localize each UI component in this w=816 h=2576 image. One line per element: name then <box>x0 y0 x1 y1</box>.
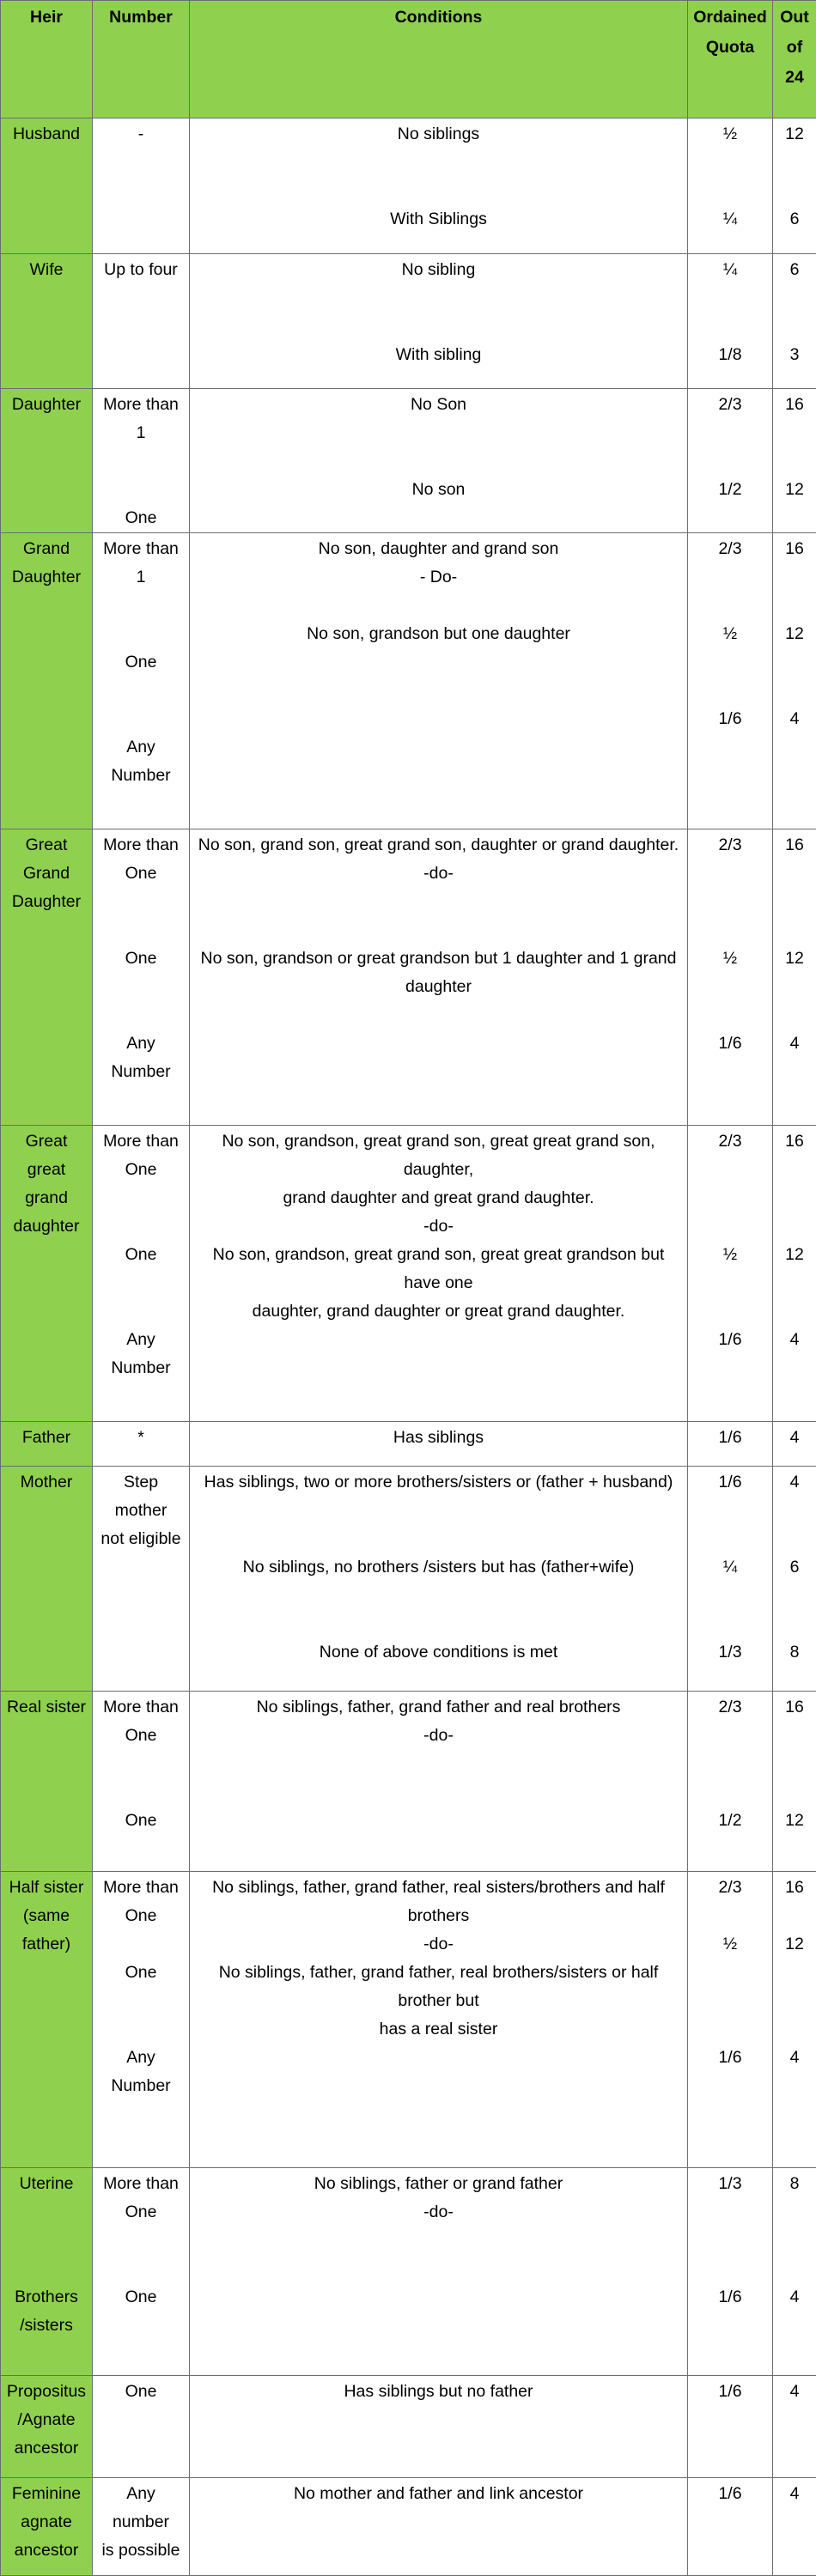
quota-cell: 1/3 1/6 <box>688 2168 773 2376</box>
heir-cell: Grand Daughter <box>1 533 93 829</box>
conditions-cell: No siblings, father, grand father and real brothers -do- <box>190 1692 688 1872</box>
number-cell: More than One One <box>93 2168 190 2376</box>
row-father <box>1 1422 816 1467</box>
out-of-cell: 4 6 8 <box>773 1467 816 1692</box>
out-of-cell: 6 3 <box>773 254 816 389</box>
header-conditions: Conditions <box>190 1 688 118</box>
out-of-cell: 4 <box>773 2478 816 2576</box>
heir-cell: Mother <box>1 1467 93 1692</box>
heir-cell: Propositus /Agnate ancestor <box>1 2376 93 2478</box>
out-of-cell: 16 12 4 <box>773 1126 816 1422</box>
quota-cell: 2/3 1/2 <box>688 389 773 533</box>
heir-cell: Husband <box>1 118 93 254</box>
out-of-cell: 4 <box>773 2376 816 2478</box>
conditions-cell: No siblings, father, grand father, real sisters/brothers and half brothers -do- No siblings, father, grand father, real brothers/sisters or half brother but has a real sister <box>190 1872 688 2168</box>
heir-cell: Feminine agnate ancestor <box>1 2478 93 2576</box>
header-quota: Ordained Quota <box>688 1 773 118</box>
out-of-cell: 16 12 4 <box>773 1872 816 2168</box>
row-grand-daughter <box>1 533 816 829</box>
row-great-grand-daughter <box>1 829 816 1126</box>
number-cell: More than 1 One <box>93 389 190 533</box>
out-of-cell: 12 6 <box>773 118 816 254</box>
number-cell: One <box>93 2376 190 2478</box>
heir-cell: Daughter <box>1 389 93 533</box>
heir-cell: Real sister <box>1 1692 93 1872</box>
conditions-cell: No son, grand son, great grand son, daughter or grand daughter. -do- No son, grandson or great grandson but 1 daughter and 1 grand daughter <box>190 829 688 1126</box>
out-of-cell: 8 4 <box>773 2168 816 2376</box>
header-row <box>1 1 816 118</box>
heir-cell: Uterine Brothers /sisters <box>1 2168 93 2376</box>
number-cell: More than 1 One Any Number <box>93 533 190 829</box>
row-mother <box>1 1467 816 1692</box>
out-of-cell: 4 <box>773 1422 816 1467</box>
number-cell: More than One One Any Number <box>93 829 190 1126</box>
row-wife <box>1 254 816 389</box>
number-cell: More than One One Any Number <box>93 1126 190 1422</box>
heir-cell: Great Grand Daughter <box>1 829 93 1126</box>
row-great-great-grand-daughter <box>1 1126 816 1422</box>
row-half-sister <box>1 1872 816 2168</box>
conditions-cell: Has siblings but no father <box>190 2376 688 2478</box>
quota-cell: 1/6 <box>688 2376 773 2478</box>
heir-cell: Father <box>1 1422 93 1467</box>
conditions-cell: No mother and father and link ancestor <box>190 2478 688 2576</box>
row-propositus <box>1 2376 816 2478</box>
quota-cell: 1/6 ¼ 1/3 <box>688 1467 773 1692</box>
number-cell: * <box>93 1422 190 1467</box>
conditions-cell: No son, daughter and grand son - Do- No son, grandson but one daughter <box>190 533 688 829</box>
row-feminine-agnate-ancestor <box>1 2478 816 2576</box>
out-of-cell: 16 12 <box>773 389 816 533</box>
quota-cell: 2/3 ½ 1/6 <box>688 1872 773 2168</box>
out-of-cell: 16 12 4 <box>773 533 816 829</box>
conditions-cell: No siblings With Siblings <box>190 118 688 254</box>
number-cell: Any number is possible <box>93 2478 190 2576</box>
conditions-cell: No siblings, father or grand father -do- <box>190 2168 688 2376</box>
conditions-cell: No sibling With sibling <box>190 254 688 389</box>
quota-cell: ½ ¼ <box>688 118 773 254</box>
heir-cell: Great great grand daughter <box>1 1126 93 1422</box>
quota-cell: 1/6 <box>688 2478 773 2576</box>
conditions-cell: Has siblings, two or more brothers/sisters or (father + husband) No siblings, no brothers /sisters but has (father+wife) None of above conditions is met <box>190 1467 688 1692</box>
conditions-cell: No Son No son <box>190 389 688 533</box>
out-of-cell: 16 12 4 <box>773 829 816 1126</box>
quota-cell: ¼ 1/8 <box>688 254 773 389</box>
number-cell: - <box>93 118 190 254</box>
header-heir: Heir <box>1 1 93 118</box>
header-number: Number <box>93 1 190 118</box>
number-cell: Step mother not eligible <box>93 1467 190 1692</box>
quota-cell: 2/3 ½ 1/6 <box>688 1126 773 1422</box>
quota-cell: 2/3 1/2 <box>688 1692 773 1872</box>
row-husband <box>1 118 816 254</box>
number-cell: More than One One <box>93 1692 190 1872</box>
number-cell: Up to four <box>93 254 190 389</box>
quota-cell: 1/6 <box>688 1422 773 1467</box>
heir-cell: Half sister (same father) <box>1 1872 93 2168</box>
number-cell: More than One One Any Number <box>93 1872 190 2168</box>
row-daughter <box>1 389 816 533</box>
quota-cell: 2/3 ½ 1/6 <box>688 533 773 829</box>
quota-cell: 2/3 ½ 1/6 <box>688 829 773 1126</box>
out-of-cell: 16 12 <box>773 1692 816 1872</box>
row-real-sister <box>1 1692 816 1872</box>
heir-cell: Wife <box>1 254 93 389</box>
header-out-of: Out of 24 <box>773 1 816 118</box>
conditions-cell: No son, grandson, great grand son, great great grand son, daughter, grand daughter and great grand daughter. -do- No son, grandson, great grand son, great great grandson but have one daughter, grand daughter or great grand daughter. <box>190 1126 688 1422</box>
row-uterine-siblings <box>1 2168 816 2376</box>
conditions-cell: Has siblings <box>190 1422 688 1467</box>
